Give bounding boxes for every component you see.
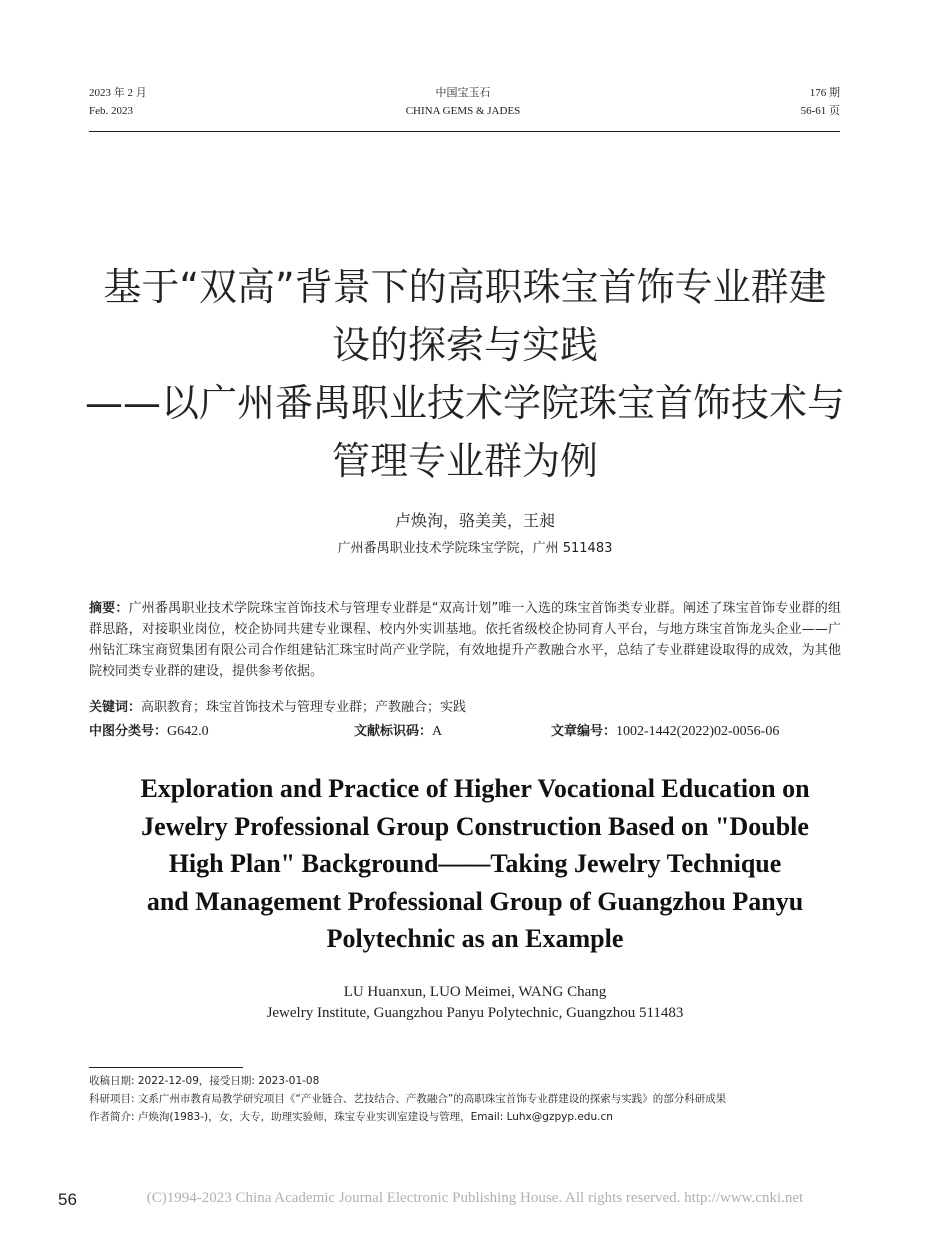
document-code-value: A xyxy=(432,724,443,739)
abstract xyxy=(89,598,841,682)
clc-code xyxy=(89,722,209,742)
header-page-range: 56-61 页 xyxy=(800,105,840,117)
header-divider xyxy=(89,131,840,132)
document-code-label: 文献标识码： xyxy=(354,724,433,739)
header-issue-number: 176 期 xyxy=(809,87,840,99)
footnote-author: 作者简介: 卢焕洵(1983-)，女，大专，助理实验师，珠宝专业实训室建设与管理，Email: Luhx@gzpyp.edu.cn xyxy=(89,1111,613,1123)
footnote-project: 科研项目: 文系广州市教育局教学研究项目《“产业链合、艺技结合、产教融合”的高职珠宝首饰专业群建设的探索与实践》的部分科研成果 xyxy=(89,1093,727,1105)
keywords-label: 关键词： xyxy=(89,700,142,715)
title-cn xyxy=(70,258,860,490)
abstract-text: 广州番禺职业技术学院珠宝首饰技术与管理专业群是“双高计划”唯一入选的珠宝首饰类专业群。阐述了珠宝首饰专业群的组群思路，对接职业岗位，校企协同共建专业课程、校内外实训基地。依托省级校企协同育人平台，与地方珠宝首饰龙头企业——广州钻汇珠宝商贸集团有限公司合作组建钻汇珠宝时尚产业学院，有效地提升产教融合水平，总结了专业群建设取得的成效，为其他院校同类专业群的建设，提供参考依据。 xyxy=(89,601,841,679)
header-journal-en: CHINA GEMS & JADES xyxy=(405,105,521,117)
header-journal-cn: 中国宝玉石 xyxy=(435,87,491,99)
institution-en: Jewelry Institute, Guangzhou Panyu Polytechnic, Guangzhou 511483 xyxy=(266,1005,684,1021)
article-number-value: 1002-1442(2022)02-0056-06 xyxy=(616,724,780,739)
title-cn-line: ——以广州番禺职业技术学院珠宝首饰技术与 xyxy=(84,381,845,425)
header-date-en: Feb. 2023 xyxy=(89,105,133,117)
article-number xyxy=(551,722,779,742)
keywords xyxy=(89,698,841,718)
header-issue xyxy=(801,84,840,120)
page-number: 56 xyxy=(58,1190,77,1209)
title-en-line: High Plan" Background——Taking Jewelry Technique xyxy=(168,849,782,878)
institution-cn: 广州番禺职业技术学院珠宝学院，广州 511483 xyxy=(337,541,613,556)
clc-value: G642.0 xyxy=(167,724,209,739)
authors-cn: 卢焕洵，骆美美，王昶 xyxy=(394,511,555,530)
title-en xyxy=(60,770,890,958)
title-en-line: Polytechnic as an Example xyxy=(326,924,624,953)
article-number-label: 文章编号： xyxy=(551,724,617,739)
title-cn-line: 基于“双高”背景下的高职珠宝首饰专业群建 xyxy=(103,265,827,309)
title-en-line: Jewelry Professional Group Construction Based on "Double xyxy=(141,811,809,841)
clc-label: 中图分类号： xyxy=(89,724,168,739)
footnote-received: 收稿日期: 2022-12-09，接受日期: 2023-01-08 xyxy=(89,1075,320,1087)
copyright-watermark: (C)1994-2023 China Academic Journal Electronic Publishing House. All rights reserved. http://www.cnki.net xyxy=(146,1190,804,1206)
footnotes xyxy=(89,1072,859,1126)
header-date xyxy=(89,84,147,120)
keywords-text: 高职教育；珠宝首饰技术与管理专业群；产教融合；实践 xyxy=(141,700,467,715)
abstract-label: 摘要： xyxy=(89,601,129,616)
document-code xyxy=(354,722,442,742)
title-en-line: and Management Professional Group of Guangzhou Panyu xyxy=(146,886,804,916)
title-en-line: Exploration and Practice of Higher Vocational Education on xyxy=(140,774,810,803)
authors-en: LU Huanxun, LUO Meimei, WANG Chang xyxy=(343,984,607,1000)
title-cn-line: 管理专业群为例 xyxy=(331,439,598,483)
header-date-cn: 2023 年 2 月 xyxy=(89,87,147,99)
footnote-divider xyxy=(89,1067,243,1068)
header-journal xyxy=(300,84,626,120)
title-cn-line: 设的探索与实践 xyxy=(331,323,598,367)
